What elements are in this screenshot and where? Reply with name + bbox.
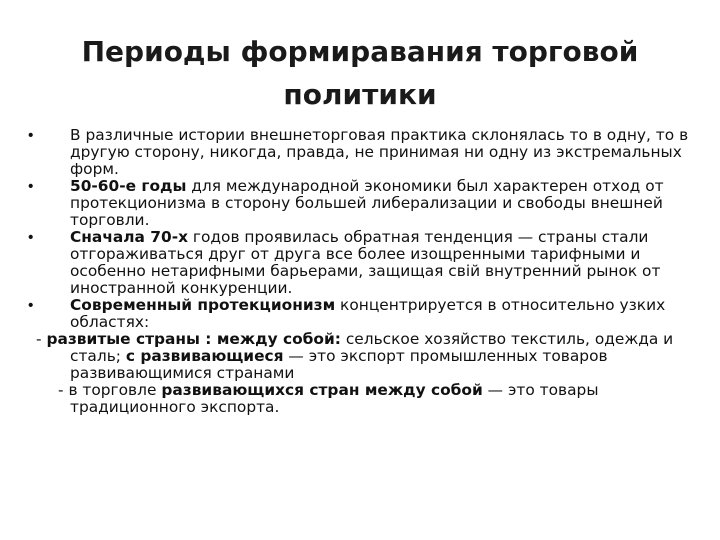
dash-text: - — [36, 330, 47, 348]
bullet-emphasis: Современный протекционизм — [70, 296, 336, 314]
bullet-text: В различные истории внешнеторговая практика склонялась то в одну, то в другую сторону, никогда, правда, не принимая ни одну из экстремальных форм. — [70, 126, 689, 178]
bullet-item — [28, 178, 692, 229]
dash-emphasis: развитые страны : между собой: — [46, 330, 341, 348]
dash-emphasis: с развивающиеся — [125, 347, 284, 365]
bullet-list — [28, 127, 692, 331]
dash-text: - в торговле — [58, 381, 162, 399]
bullet-text: годов проявилась обратная тенденция — страны стали отгораживаться друг от друга все более изощренными тарифными и особенно нетарифными барьерами, защищая свій внутренний рынок от иностранной конкуренции. — [70, 228, 661, 297]
bullet-item — [28, 127, 692, 178]
slide-body — [28, 127, 692, 416]
dash-emphasis: развивающихся стран между собой — [161, 381, 483, 399]
dash-text: сельское хозяйство текстиль, одежда и сталь; — [70, 330, 674, 365]
bullet-marker: • — [28, 178, 34, 195]
dash-text: — это экспорт промышленных товаров развивающимися странами — [70, 347, 608, 382]
slide-title: Периоды формиравания торговой политики — [81, 35, 639, 111]
bullet-marker: • — [28, 127, 34, 144]
bullet-emphasis: 50-60-е годы — [70, 177, 187, 195]
dash-list — [28, 331, 692, 416]
bullet-text: концентрируется в относительно узких областях: — [70, 296, 666, 331]
bullet-marker: • — [28, 229, 34, 246]
dash-text: — это товары традиционного экспорта. — [70, 381, 599, 416]
dash-item — [28, 331, 692, 382]
bullet-item — [28, 229, 692, 297]
bullet-text: для международной экономики был характерен отход от протекционизма в сторону большей либерализации и свободы внешней торговли. — [70, 177, 664, 229]
bullet-marker: • — [28, 297, 34, 314]
dash-item — [28, 382, 692, 416]
bullet-emphasis: Сначала 70-х — [70, 228, 189, 246]
bullet-item — [28, 297, 692, 331]
